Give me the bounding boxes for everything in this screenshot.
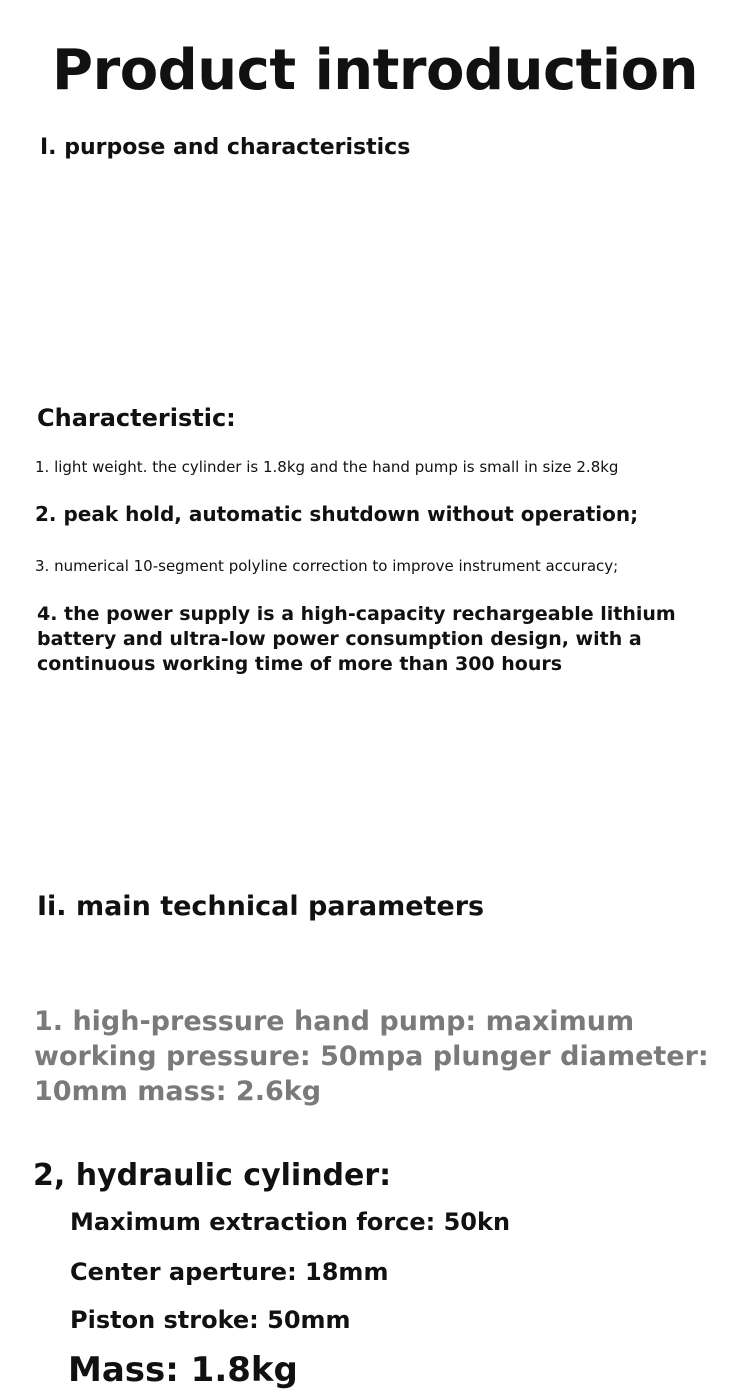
section-heading-purpose: I. purpose and characteristics xyxy=(40,135,411,160)
param-extraction-force: Maximum extraction force: 50kn xyxy=(70,1208,511,1236)
param-mass: Mass: 1.8kg xyxy=(68,1350,298,1390)
param-center-aperture: Center aperture: 18mm xyxy=(70,1258,389,1286)
hand-pump-parameters: 1. high-pressure hand pump: maximum working pressure: 50mpa plunger diameter: 10mm mass: 2.6kg xyxy=(34,1006,709,1107)
feature-item-peak-hold: 2. peak hold, automatic shutdown without operation; xyxy=(35,502,639,526)
param-piston-stroke: Piston stroke: 50mm xyxy=(70,1306,351,1334)
hydraulic-cylinder-heading: 2, hydraulic cylinder: xyxy=(33,1158,392,1193)
page-title: Product introduction xyxy=(52,38,698,103)
section-heading-parameters: Ii. main technical parameters xyxy=(37,891,485,922)
feature-item-light-weight: 1. light weight. the cylinder is 1.8kg and the hand pump is small in size 2.8kg xyxy=(35,458,619,476)
feature-item-correction: 3. numerical 10-segment polyline correction to improve instrument accuracy; xyxy=(35,557,619,575)
characteristic-heading: Characteristic: xyxy=(37,404,236,432)
feature-item-power-supply: 4. the power supply is a high-capacity rechargeable lithium battery and ultra-low power consumption design, with a continuous working time of more than 300 hours xyxy=(37,603,676,675)
